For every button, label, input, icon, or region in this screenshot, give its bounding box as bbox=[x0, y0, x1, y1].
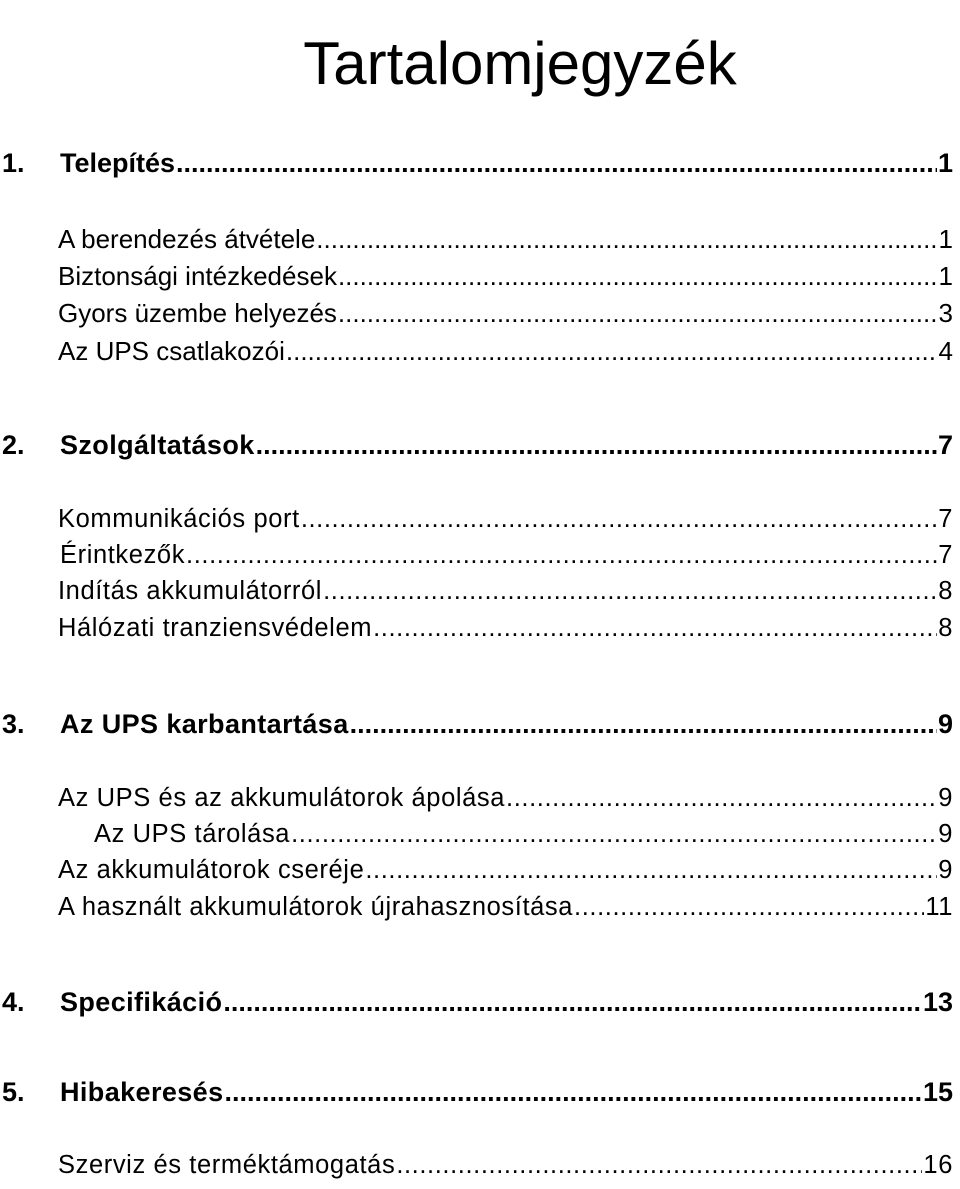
toc-entry-label: Érintkezők bbox=[60, 541, 186, 569]
toc-chapter-3[interactable] bbox=[0, 709, 953, 740]
toc-entry-label: Hálózati tranziensvédelem bbox=[58, 614, 373, 642]
toc-entry[interactable] bbox=[0, 298, 953, 329]
toc-entry-label: Az akkumulátorok cseréje bbox=[58, 856, 365, 884]
chapter-number: 2. bbox=[2, 430, 25, 460]
toc-entry-label: Szerviz és terméktámogatás bbox=[58, 1151, 396, 1179]
toc-entry-label: Gyors üzembe helyezés bbox=[58, 298, 337, 328]
toc-entry-label: Specifikáció bbox=[60, 987, 223, 1017]
toc-entry[interactable] bbox=[0, 1151, 953, 1180]
toc-page-number: 4 bbox=[938, 336, 953, 366]
toc-entry-label: A berendezés átvétele bbox=[58, 224, 316, 254]
toc-page-number: 7 bbox=[937, 430, 953, 460]
chapter-number: 4. bbox=[2, 987, 25, 1017]
toc-entry[interactable] bbox=[0, 261, 953, 292]
toc-entry-label: Az UPS és az akkumulátorok ápolása bbox=[58, 784, 506, 812]
toc-entry[interactable] bbox=[0, 820, 953, 849]
toc-page-number: 7 bbox=[938, 505, 953, 533]
toc-chapter-4[interactable] bbox=[0, 987, 953, 1018]
toc-entry[interactable] bbox=[0, 856, 953, 885]
toc-entry-label: Az UPS csatlakozói bbox=[58, 336, 285, 366]
toc-entry-label: Az UPS karbantartása bbox=[60, 709, 349, 739]
chapter-number: 3. bbox=[2, 709, 25, 739]
chapter-number: 1. bbox=[2, 148, 25, 178]
toc-entry[interactable] bbox=[0, 336, 953, 367]
dot-leader bbox=[286, 336, 938, 367]
dot-leader bbox=[316, 224, 937, 255]
toc-page-number: 9 bbox=[937, 709, 953, 739]
toc-entry-label: Telepítés bbox=[60, 148, 176, 178]
dot-leader bbox=[291, 820, 937, 849]
toc-entry[interactable] bbox=[0, 614, 953, 643]
dot-leader bbox=[256, 430, 937, 461]
toc-chapter-2[interactable] bbox=[0, 430, 953, 461]
dot-leader bbox=[225, 1077, 922, 1108]
dot-leader bbox=[338, 298, 938, 329]
toc-page-number: 8 bbox=[938, 614, 953, 642]
toc-page-number: 9 bbox=[938, 820, 953, 848]
toc-page-number: 16 bbox=[923, 1151, 953, 1179]
toc-page-number: 9 bbox=[938, 856, 953, 884]
toc-entry[interactable] bbox=[0, 224, 953, 255]
dot-leader bbox=[396, 1151, 922, 1180]
chapter-number: 5. bbox=[2, 1077, 25, 1107]
toc-chapter-5[interactable] bbox=[0, 1077, 953, 1108]
dot-leader bbox=[350, 709, 937, 740]
toc-page-number: 1 bbox=[938, 224, 953, 254]
dot-leader bbox=[365, 856, 937, 885]
dot-leader bbox=[338, 261, 938, 292]
toc-entry-label: Hibakeresés bbox=[60, 1077, 224, 1107]
toc-entry-label: A használt akkumulátorok újrahasznosítása bbox=[58, 893, 574, 921]
toc-entry-label: Biztonsági intézkedések bbox=[58, 261, 337, 291]
toc-page-number: 8 bbox=[938, 577, 953, 605]
toc-page-number: 1 bbox=[937, 148, 953, 178]
toc-entry[interactable] bbox=[0, 541, 953, 570]
toc-entry[interactable] bbox=[0, 893, 953, 922]
toc-chapter-1[interactable] bbox=[0, 148, 953, 179]
dot-leader bbox=[574, 893, 924, 922]
toc-page-number: 7 bbox=[938, 541, 953, 569]
toc-page-number: 13 bbox=[922, 987, 953, 1017]
toc-page-number: 11 bbox=[925, 893, 953, 921]
dot-leader bbox=[323, 577, 937, 606]
dot-leader bbox=[186, 541, 937, 570]
toc-entry-label: Kommunikációs port bbox=[58, 505, 300, 533]
dot-leader bbox=[373, 614, 937, 643]
toc-page-number: 15 bbox=[922, 1077, 953, 1107]
dot-leader bbox=[301, 505, 937, 534]
dot-leader bbox=[506, 784, 937, 813]
toc-entry-label: Indítás akkumulátorról bbox=[58, 577, 323, 605]
toc-entry[interactable] bbox=[0, 577, 953, 606]
toc-entry-label: Szolgáltatások bbox=[60, 430, 255, 460]
dot-leader bbox=[223, 987, 922, 1018]
toc-entry[interactable] bbox=[0, 505, 953, 534]
toc-page-number: 9 bbox=[938, 784, 953, 812]
dot-leader bbox=[176, 148, 937, 179]
toc-entry-label: Az UPS tárolása bbox=[94, 820, 291, 848]
toc-entry[interactable] bbox=[0, 784, 953, 813]
toc-page-number: 3 bbox=[938, 298, 953, 328]
toc-page-number: 1 bbox=[938, 261, 953, 291]
page-title: Tartalomjegyzék bbox=[303, 30, 737, 98]
